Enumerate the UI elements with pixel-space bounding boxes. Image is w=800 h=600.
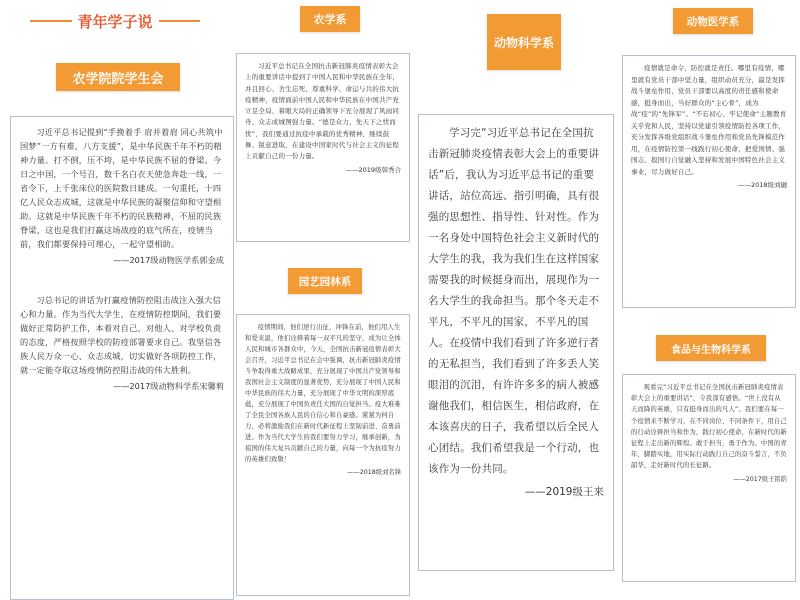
statement-box-veterinary	[622, 55, 796, 308]
author-signature: ——2017级动物医学系郭金成	[113, 255, 224, 265]
label-veterinary-dept: 动物医学系	[673, 8, 753, 34]
author-signature: ——2017级王铭皓	[733, 475, 787, 483]
statement-text: 学习完“习近平总书记在全国抗击新冠肺炎疫情表彰大会上的重要讲话”后，我认为习近平总书记的重要讲话，站位高远、指引明确，具有很强的思想性、指导性、针对性。作为一名身处中国特色社会主义新时代的大学生的我，我为我们生在这样国家需要我的时候挺身而出，展现作为一名大学生的我命担当。那个冬天走不平凡，不平凡的国家，不平凡的国人。在疫情中我们看到了许多逆行者的无私担当，我们看到了许多丢人笑眼泪的沉泪，有许许多多的病人被感谢他我们，相信医生，相信政府，在本该喜庆的日子，我希望以后全民人心团结。我们希望我是一个行动，也该作为一份共同。	[428, 127, 600, 475]
statement-text: 观看完“习近平总书记在全国抗击新冠肺炎疫情表彰大会上的重要讲话”，令我深有感悟。“世上没有从天而降的英雄，只有挺身而出的凡人”。我们要在每一个疫情来不断学习，在不同岗位、不同条件下，用自己的行动诠释担当和作为，践行初心使命，在新时代的新征程上走出新的辉煌。敢于担当，勇于作为。中国的青年，脚踏实地，用实际行动践行自己的奋斗誓言，不负韶华，走好新时代的长征路。	[631, 384, 787, 470]
label-animal-science-dept: 动物科学系	[487, 14, 561, 70]
statement-box-animal-science	[418, 114, 614, 571]
statement-box-food-bio	[622, 374, 796, 582]
author-signature: ——2018级刘名锋	[347, 469, 401, 476]
statement-text: 疫情就是命令，防控就是责任。哪里有疫情，哪里就有党员干部中坚力量，组织动员充分，最是发挥战斗堡垒作用，党员干部要以高度的责任感和使命感，挺身而出，当好群众的“主心骨”，成为战“疫”的“先锋军”。“不忘初心、牢记使命”主题教育关乎党和人民，坚持以党建引领疫情防控各项工作，充分发挥各级党组织战斗堡垒作用和党员先锋模范作用，在疫情防控第一线践行初心使命，把爱国情、强国志、报国行自觉融入坚持和发展中国特色社会主义事业，尽力做好自己。	[631, 64, 787, 176]
statement-box-col1	[10, 116, 234, 600]
author-signature: ——2017级动物科学系宋馨莉	[113, 381, 224, 391]
header-right-dash	[159, 20, 201, 22]
author-signature: ——2019级王来	[524, 486, 604, 498]
section-title: 青年学子说	[77, 12, 153, 31]
author-signature: ——2018级刘融	[737, 181, 787, 189]
label-horticulture-dept: 园艺园林系	[288, 268, 362, 294]
statement-text: 疫情期间，他们逆行出征，冲锋在前，他们用人生和爱来温，他们诠释着每一双平凡的坚守，成为让全体人民和城市各群众中，今天，全国抗击新冠疫情表彰大会召开，习近平总书记在会中强调，抗击新冠肺炎疫情斗争取得重大战略成果，充分展现了中国共产党领导和我国社会主义制度的显著优势，充分展现了中国人民和中华民族的伟大力量，充分展现了中华文明的深厚底蕴，充分展现了中国负责任大国的自觉担当。疫大难难了全民全国各族人民的自信心和自豪感。紧紧为何自力，必将激励我们在新时代新征程上坚韧前进、奋勇前进。作为当代大学生的我们要努力学习，继承创新，为祖国的伟大复兴贡献自己的力量，向每一个为抗疫努力的英雄们致敬！	[245, 324, 401, 463]
statement-text: 习近平总书记在全国抗击新冠肺炎疫情表彰大会上的重要讲话中提到了中国人民和中华民族在全年，并且回心、舍生忘死、尊重科学、命运与共的伟大抗疫精神，疫情面前中国人民和中华民族在中国共产党立足全局、着眼大局的正确领导下充分展现了风雨同舟、众志成城图强力量。“德是众力，先天下之忧而忧”，我们要通过抗疫中承载的优秀精神，继续鼓舞、锐意进取，在建设中国家时代与社会主义的征程上贡献自己的一份力量。	[245, 62, 400, 161]
statement-text: 习总书记的讲话为打赢疫情防控阻击战注入强大信心和力量。作为当代大学生，在疫情防控期间，我们要做好正常防护工作，本着对自己、对他人、对学校负责的态度，严格按照学校的防疫部署要求自己。我坚信各族人民万众一心、众志成城，切实做好各项防控工作，就一定能夺取这场疫情防控阻击战的伟大胜利。	[20, 295, 222, 375]
label-agronomy-dept: 农学系	[300, 6, 360, 32]
statement-box-agronomy	[236, 53, 410, 242]
label-agronomy-student-union: 农学院院学生会	[56, 63, 180, 91]
section-header	[30, 8, 200, 34]
statement-text: 习近平总书记提到“手挽着手 肩并着肩 同心共筑中国梦”一方有难，八方支援”，是中华民族千年不朽的精神力量。打不倒，压不垮，是中华民族不屈的脊梁。今日之中国，一个号召，数千名白衣天使急奔赴一线，一省令下，上千张床位的医院数日建成。一句重托，十四亿人民众志成城，这就是中华民族的凝聚信仰和守望相助。这就是中华民族千年不朽的民族精神，不屈的民族脊梁，这也是我们打赢这场战疫的底气所在，疫情当前，我们都要保持可理心，一起守望相助。	[20, 127, 223, 249]
author-signature: ——2019级韩秀合	[345, 165, 401, 174]
header-left-dash	[30, 20, 72, 22]
statement-box-horticulture	[236, 314, 410, 596]
label-food-bio-dept: 食品与生物科学系	[656, 335, 766, 361]
